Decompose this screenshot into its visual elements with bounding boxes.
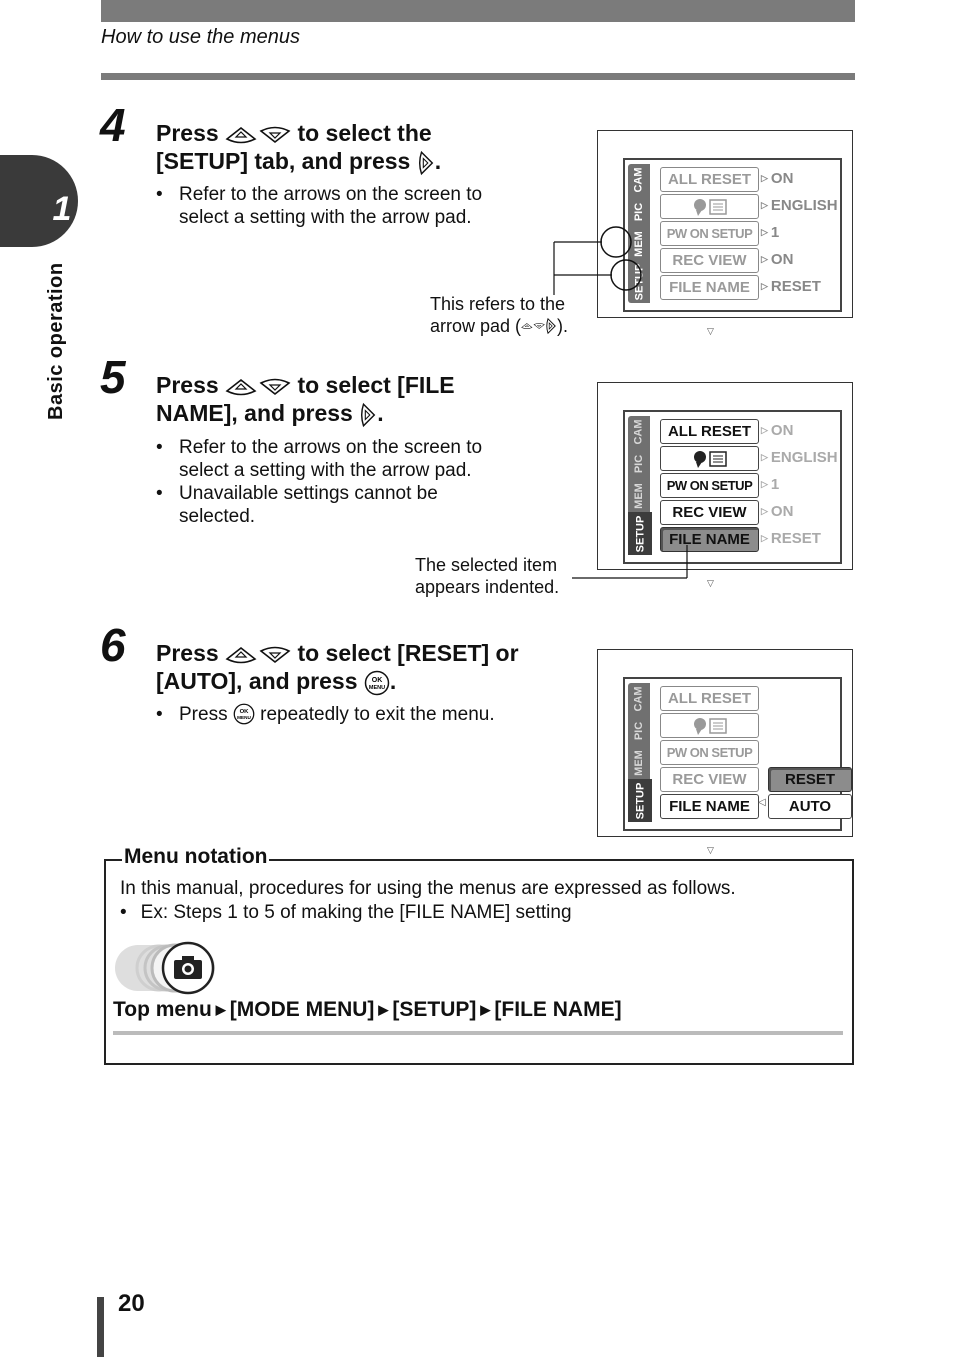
tab-setup: SETUP	[628, 779, 652, 822]
arrow-pad-callout-line2: arrow pad ( ).	[430, 316, 569, 336]
right-arrow-icon	[417, 150, 435, 176]
menu-item-language	[660, 446, 759, 471]
step-6-title-period: .	[389, 668, 397, 694]
tab-mem: MEM	[633, 483, 646, 509]
step-4-bullets	[156, 183, 534, 229]
arrow-pad-callout-line1: This refers to the	[430, 294, 566, 314]
screen-step-5	[597, 382, 853, 588]
tab-mem: MEM	[633, 231, 646, 257]
language-icon	[688, 716, 732, 736]
tab-pic: PIC	[633, 202, 645, 222]
right-arrow-icon	[359, 402, 377, 428]
menu-item-rec-view: REC VIEW	[660, 767, 759, 792]
scroll-down-icon: ▽	[707, 578, 714, 588]
menu-item-pw-on-setup: PW ON SETUP	[660, 473, 759, 498]
menu-path-mode-menu: [MODE MENU]	[229, 998, 375, 1021]
tab-pic: PIC	[633, 721, 645, 741]
step-6-number: 6	[100, 619, 126, 671]
step-5-title-part3: NAME], and press	[156, 400, 353, 426]
page-number: 20	[118, 1290, 145, 1317]
step-4-title-part3: [SETUP] tab, and press	[156, 148, 411, 174]
step-6-title-part1: Press	[156, 640, 219, 666]
svg-text:OK: OK	[239, 709, 249, 716]
step-6-bullets	[156, 703, 579, 726]
step-5-bullets	[156, 436, 534, 528]
path-arrow-icon: ▶	[480, 1002, 491, 1017]
value-rec-view: ▷ ON	[761, 251, 793, 268]
tab-cam: CAM	[633, 419, 645, 445]
step-5-title-period: .	[377, 400, 384, 426]
menu-item-all-reset: ALL RESET	[660, 419, 759, 444]
section-title: How to use the menus	[101, 26, 300, 48]
step-4-bullet: • Refer to the arrows on the screen to select a setting with the arrow pad.	[156, 183, 534, 229]
value-all-reset: ▷ ON	[761, 422, 793, 439]
step-5-title-part2: to select [FILE	[297, 372, 455, 398]
ok-menu-icon	[233, 703, 255, 725]
svg-text:OK: OK	[371, 676, 383, 684]
up-down-arrow-icon	[225, 377, 291, 397]
menu-item-all-reset: ALL RESET	[660, 167, 759, 192]
menu-notation-intro: In this manual, procedures for using the menus are expressed as follows.	[120, 878, 736, 899]
step-6-title-part3: [AUTO], and press	[156, 668, 358, 694]
value-pw-on-setup: ▷ 1	[761, 476, 779, 493]
header-bar	[101, 0, 855, 22]
indented-callout	[415, 554, 559, 598]
right-arrow-icon	[545, 317, 557, 335]
tab-setup: SETUP	[628, 512, 652, 555]
menu-item-rec-view: REC VIEW	[660, 248, 759, 273]
step-4-title-part2: to select the	[297, 120, 432, 146]
menu-item-rec-view: REC VIEW	[660, 500, 759, 525]
step-5-bullet-1: • Refer to the arrows on the screen to select a setting with the arrow pad.	[156, 436, 534, 482]
option-auto: AUTO	[768, 794, 852, 819]
step-4-number: 4	[100, 99, 126, 151]
step-5-bullet-2: • Unavailable settings cannot be selected.	[156, 482, 479, 528]
indented-callout-line	[570, 545, 700, 585]
step-4-title	[156, 119, 576, 176]
menu-path-file-name: [FILE NAME]	[494, 998, 622, 1021]
up-down-arrow-icon	[225, 645, 291, 665]
tab-setup: SETUP	[633, 263, 645, 300]
up-down-arrow-icon	[521, 319, 545, 333]
tab-pic: PIC	[633, 454, 645, 474]
indented-callout-line1: The selected item	[415, 555, 558, 575]
menu-notation-bullet: • Ex: Steps 1 to 5 of making the [FILE NAME] setting	[120, 902, 572, 923]
menu-item-file-name-selected: FILE NAME	[660, 527, 759, 552]
value-all-reset: ▷ ON	[761, 170, 793, 187]
svg-text:MENU: MENU	[237, 715, 251, 721]
value-pw-on-setup: ▷ 1	[761, 224, 779, 241]
path-arrow-icon: ▶	[378, 1002, 389, 1017]
lcd-frame	[623, 677, 842, 855]
step-5-number: 5	[100, 351, 126, 403]
language-icon	[688, 197, 732, 217]
menu-item-file-name: FILE NAME	[660, 275, 759, 300]
step-5-title-part1: Press	[156, 372, 219, 398]
chapter-label: Basic operation	[45, 262, 67, 420]
language-icon	[688, 449, 732, 469]
chapter-number: 1	[52, 190, 72, 228]
menu-tabs	[628, 683, 650, 822]
menu-item-language	[660, 194, 759, 219]
lcd-frame	[623, 410, 842, 588]
menu-path	[113, 998, 622, 1022]
tab-cam: CAM	[633, 167, 645, 193]
value-language: ▷ ENGLISH	[761, 197, 838, 214]
mode-dial-camera-icon	[113, 940, 229, 996]
menu-item-file-name: FILE NAME	[660, 794, 759, 819]
menu-item-pw-on-setup: PW ON SETUP	[660, 740, 759, 765]
step-4-title-period: .	[434, 148, 442, 174]
step-5-title	[156, 371, 576, 428]
value-file-name: ▷ RESET	[761, 530, 821, 547]
menu-item-all-reset: ALL RESET	[660, 686, 759, 711]
tab-mem: MEM	[633, 750, 646, 776]
step-6-title	[156, 639, 576, 696]
page-marker	[97, 1297, 104, 1357]
value-file-name: ▷ RESET	[761, 278, 821, 295]
screen-step-6	[597, 649, 853, 855]
path-arrow-icon: ▶	[215, 1002, 226, 1017]
scroll-down-icon: ▽	[707, 326, 714, 336]
menu-path-setup: [SETUP]	[392, 998, 477, 1021]
svg-text:MENU: MENU	[368, 684, 385, 691]
arrow-pad-callout	[430, 293, 568, 337]
menu-path-rule	[113, 1031, 843, 1035]
header-rule	[101, 73, 855, 80]
option-reset-selected: RESET	[768, 767, 852, 792]
value-language: ▷ ENGLISH	[761, 449, 838, 466]
up-down-arrow-icon	[225, 125, 291, 145]
menu-tabs	[628, 416, 650, 555]
ok-menu-icon	[364, 670, 390, 696]
menu-path-top: Top menu	[113, 998, 212, 1021]
menu-notation-title: Menu notation	[124, 845, 268, 868]
step-4-title-part1: Press	[156, 120, 219, 146]
left-pointer-icon: ◁	[758, 797, 766, 808]
step-6-bullet: • Press OK MENU repeatedly to exit the menu.	[156, 703, 579, 726]
scroll-down-icon: ▽	[707, 845, 714, 855]
tab-cam: CAM	[633, 686, 645, 712]
menu-item-language	[660, 713, 759, 738]
value-rec-view: ▷ ON	[761, 503, 793, 520]
step-6-title-part2: to select [RESET] or	[297, 640, 519, 666]
indented-callout-line2: appears indented.	[415, 577, 560, 597]
arrow-pad-callout-lines	[540, 220, 660, 300]
menu-item-pw-on-setup: PW ON SETUP	[660, 221, 759, 246]
